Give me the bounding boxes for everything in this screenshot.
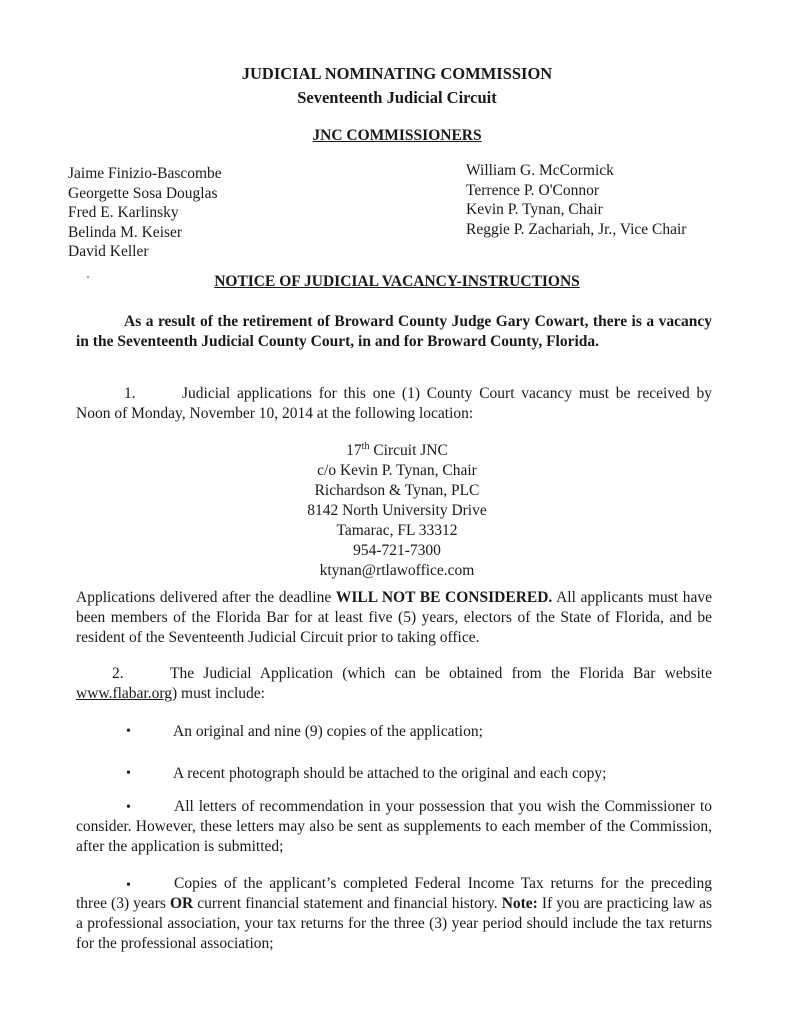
commissioner-name: Terrence P. O'Connor: [466, 181, 599, 199]
commissioner-name: Jaime Finizio-Bascombe: [68, 165, 222, 182]
commissioners-left-column: [68, 164, 222, 262]
commission-title: JUDICIAL NOMINATING COMMISSION: [241, 64, 553, 83]
vacancy-intro: As a result of the retirement of Broward County Judge Gary Cowart, there is a vacancy in the Seventeenth Judicial County Court, in and for Broward County, Florida.: [76, 313, 712, 350]
notice-title: NOTICE OF JUDICIAL VACANCY-INSTRUCTIONS: [214, 273, 580, 290]
deadline-warning: WILL NOT BE CONSIDERED.: [335, 589, 553, 606]
commissioner-name: Georgette Sosa Douglas: [68, 184, 218, 202]
phone-number: 954-721-7300: [353, 542, 441, 559]
item-2-paragraph: 2. The Judicial Application (which can be obtained from the Florida Bar website www.flabar.org) must include:: [76, 665, 712, 702]
email-address: ktynan@rtlawoffice.com: [319, 562, 475, 579]
bullet-item-copies: An original and nine (9) copies of the application;: [173, 723, 483, 740]
commissioner-name: Kevin P. Tynan, Chair: [466, 201, 603, 218]
bullet-icon: •: [126, 878, 131, 893]
item-1-number: 1.: [124, 385, 136, 402]
commissioner-name: David Keller: [68, 243, 149, 260]
address-line-1: 17th Circuit JNC: [346, 440, 448, 459]
stray-mark: ': [87, 274, 89, 286]
flabar-link[interactable]: www.flabar.org: [76, 685, 172, 702]
commissioner-name: Fred E. Karlinsky: [68, 204, 179, 221]
commissioners-right-column: [466, 161, 686, 239]
address-line-5: Tamarac, FL 33312: [336, 522, 458, 539]
bullet-item-photograph: A recent photograph should be attached to the original and each copy;: [173, 765, 607, 782]
commissioner-name: Belinda M. Keiser: [68, 223, 183, 241]
circuit-subtitle: Seventeenth Judicial Circuit: [297, 88, 497, 107]
item-1-paragraph: [76, 384, 712, 424]
submission-address: [0, 441, 794, 581]
bullet-item-tax-returns: Copies of the applicant’s completed Federal Income Tax returns for the preceding three (3) years OR current financial statement and financial history. Note: If you are practicing law as a professional association, your tax returns for the three (3) year period should include the tax returns for the professional association;: [76, 875, 712, 952]
bullet-icon: •: [126, 800, 131, 815]
address-line-3: Richardson & Tynan, PLC: [314, 482, 480, 499]
bullet-icon: •: [126, 724, 131, 739]
deadline-paragraph: Applications delivered after the deadline WILL NOT BE CONSIDERED. All applicants must have been members of the Florida Bar for at least five (5) years, electors of the State of Florida, and be resident of the Seventeenth Judicial Circuit prior to taking office.: [76, 589, 712, 646]
address-line-2: c/o Kevin P. Tynan, Chair: [317, 462, 477, 479]
bullet-item-letters: All letters of recommendation in your possession that you wish the Commissioner to consider. However, these letters may also be sent as supplements to each member of the Commission, after the application is submitted;: [76, 798, 712, 855]
commissioners-heading: JNC COMMISSIONERS: [312, 127, 482, 144]
item-2-number: 2.: [112, 665, 124, 682]
item-1-text: Judicial applications for this one (1) County Court vacancy must be received by Noon of Monday, November 10, 2014 at the following location:: [76, 385, 712, 422]
commissioner-name: William G. McCormick: [466, 162, 614, 179]
commissioner-name: Reggie P. Zachariah, Jr., Vice Chair: [466, 220, 687, 238]
bullet-icon: •: [126, 766, 131, 781]
address-line-4: 8142 North University Drive: [307, 502, 487, 519]
